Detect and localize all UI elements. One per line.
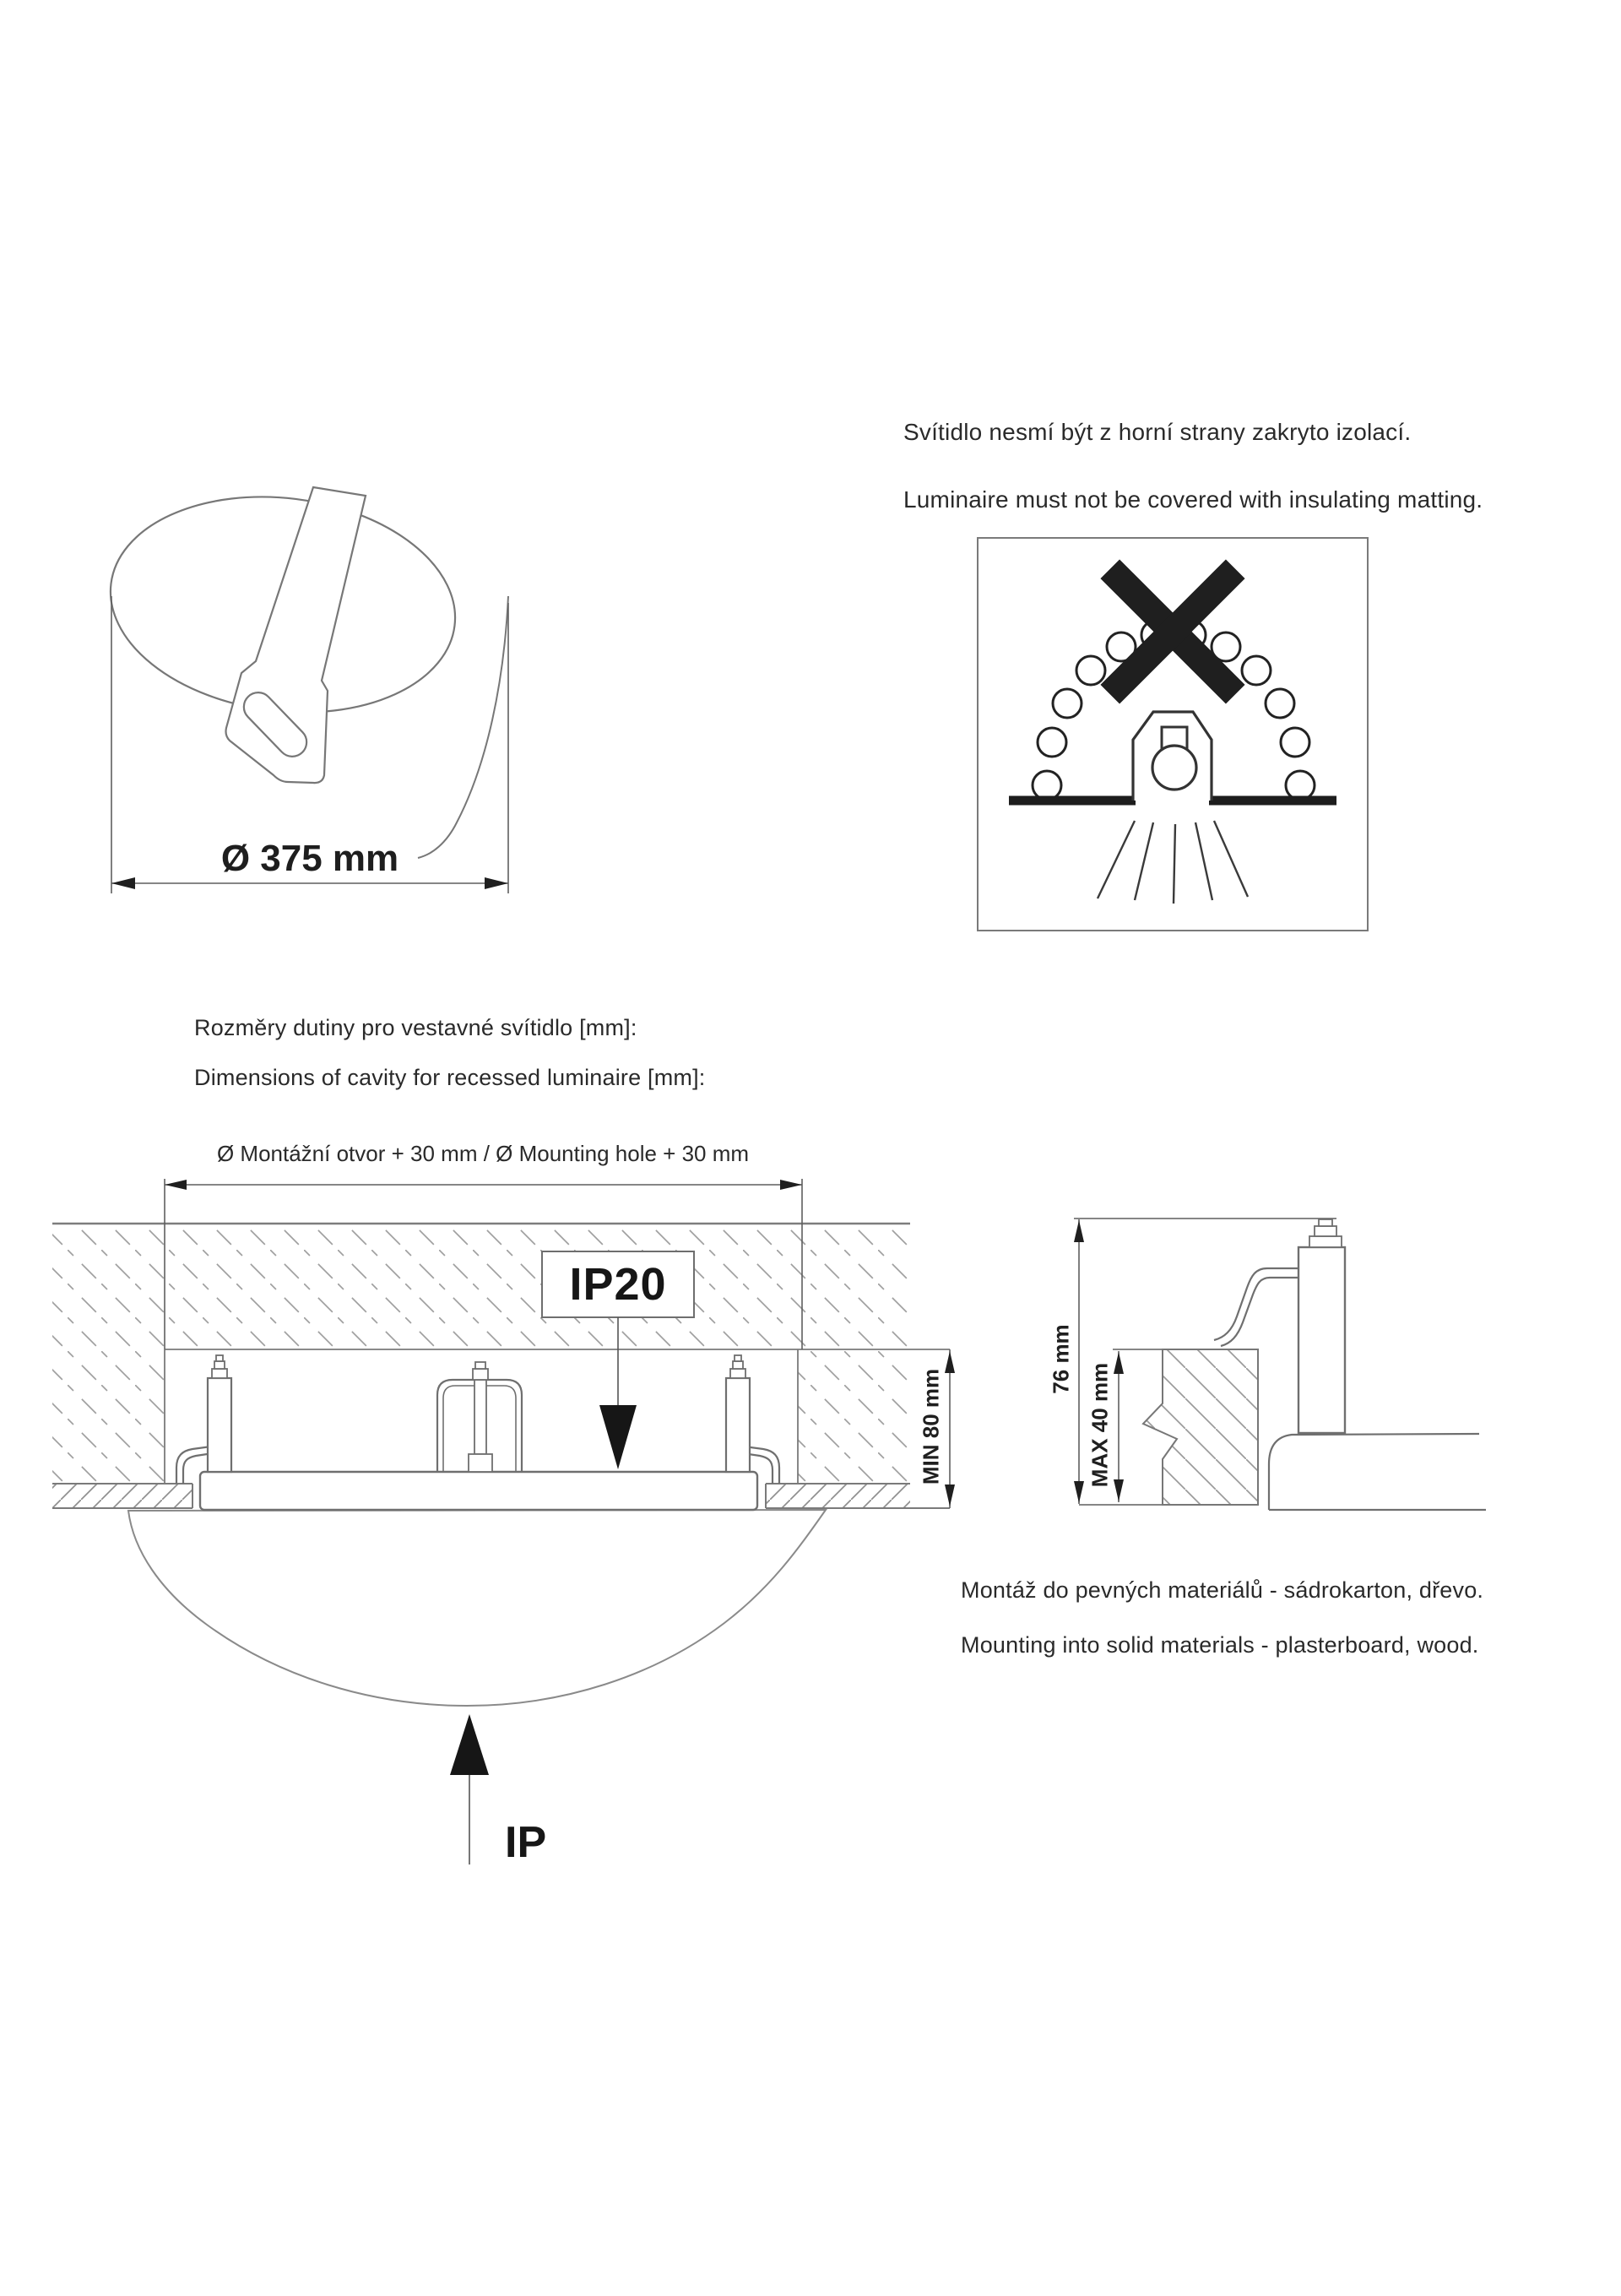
ceiling-board-left bbox=[52, 1484, 192, 1508]
mounting-stud bbox=[1298, 1219, 1345, 1433]
luminaire-base-plate bbox=[200, 1472, 757, 1510]
luminaire-base-side bbox=[1269, 1434, 1486, 1510]
dim-arrow-right bbox=[485, 877, 508, 889]
center-bracket bbox=[437, 1362, 522, 1472]
cavity-heading-english: Dimensions of cavity for recessed luminaire [mm]: bbox=[194, 1065, 706, 1090]
diffuser-dome bbox=[128, 1510, 826, 1706]
no-insulation-warning-figure bbox=[978, 538, 1368, 931]
luminaire-top-view-figure bbox=[98, 478, 508, 893]
mounting-post-left bbox=[208, 1355, 231, 1472]
max-thickness-label: MAX 40 mm bbox=[1087, 1362, 1113, 1488]
dim-arrow-down bbox=[945, 1485, 955, 1506]
spring-clip bbox=[1214, 1268, 1298, 1346]
mounting-text-czech: Montáž do pevných materiálů - sádrokarton, dřevo. bbox=[961, 1577, 1484, 1603]
warning-text-czech: Svítidlo nesmí být z horní strany zakryto izolací. bbox=[903, 419, 1412, 445]
ip20-leader-arrow bbox=[599, 1405, 637, 1469]
total-height-label: 76 mm bbox=[1048, 1324, 1074, 1394]
dim-arrow-right bbox=[780, 1180, 802, 1190]
warning-text-english: Luminaire must not be covered with insulating matting. bbox=[903, 486, 1483, 513]
wood-block bbox=[1143, 1349, 1258, 1505]
min-depth-dimension bbox=[945, 1349, 955, 1508]
min-depth-label: MIN 80 mm bbox=[918, 1368, 944, 1485]
ip-arrow-label: IP bbox=[505, 1818, 547, 1867]
cavity-cross-section-figure bbox=[52, 1179, 955, 1864]
mounting-text-english: Mounting into solid materials - plasterboard, wood. bbox=[961, 1632, 1479, 1658]
ip20-rating-label: IP20 bbox=[569, 1259, 667, 1310]
side-mounting-detail-figure bbox=[1074, 1219, 1486, 1510]
dim-arrow-left bbox=[111, 877, 135, 889]
ip-arrow bbox=[450, 1714, 489, 1864]
dim-arrow-left bbox=[165, 1180, 187, 1190]
mounting-post-right bbox=[726, 1355, 750, 1472]
diameter-label: Ø 375 mm bbox=[220, 838, 399, 879]
dim-arrow-up bbox=[945, 1351, 955, 1373]
lamp-bulb bbox=[1152, 746, 1196, 790]
mounting-hole-dimension-label: Ø Montážní otvor + 30 mm / Ø Mounting hole + 30 mm bbox=[216, 1141, 750, 1166]
cavity-heading-czech: Rozměry dutiny pro vestavné svítidlo [mm]: bbox=[194, 1015, 637, 1040]
